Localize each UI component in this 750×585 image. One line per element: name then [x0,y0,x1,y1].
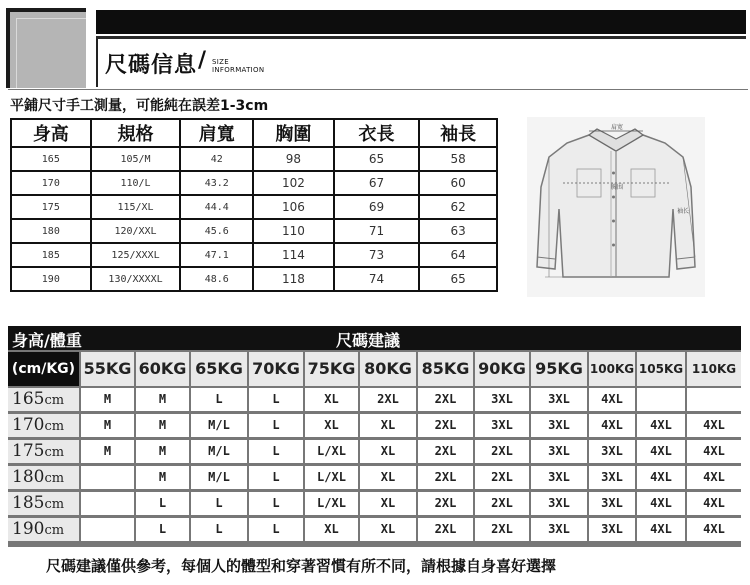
cell-sleeve: 58 [419,147,497,171]
size-cell: 2XL [475,518,529,541]
size-cell: L [249,492,303,515]
size-cell: L [136,492,189,515]
shirt-diagram [527,117,705,297]
header-length: 衣長 [334,119,420,147]
size-cell: M/L [191,414,247,437]
label-shoulder: 肩宽 [611,124,624,131]
size-cell: M [136,440,189,463]
size-cell: 3XL [589,440,635,463]
size-cell: 3XL [589,492,635,515]
size-cell: L/XL [305,492,358,515]
header-decor-square [6,8,86,88]
recommendation-header [8,326,741,350]
size-cell: 2XL [475,440,529,463]
unit-label: (cm/KG) [8,352,79,386]
size-cell: L/XL [305,440,358,463]
weight-header: 60KG [136,352,189,386]
page-title: 尺碼信息 [105,53,198,78]
weight-header: 105KG [637,352,685,386]
cell-height: 175 [11,195,91,219]
cell-shoulder: 43.2 [180,171,253,195]
size-cell: 2XL [418,466,473,489]
row-height [8,414,79,437]
size-cell: 3XL [589,466,635,489]
row-height [8,388,79,411]
size-cell: 4XL [687,492,741,515]
size-cell: XL [305,414,358,437]
size-row [8,492,741,515]
cell-spec: 110/L [91,171,181,195]
size-cell [81,466,134,489]
measurement-header-row [11,119,497,147]
size-cell: 2XL [418,492,473,515]
size-row [8,440,741,463]
cell-sleeve: 63 [419,219,497,243]
size-cell [81,492,134,515]
size-cell: M [81,440,134,463]
size-cell: 2XL [418,440,473,463]
weight-header: 85KG [418,352,473,386]
weight-header: 70KG [249,352,303,386]
weight-header: 80KG [360,352,416,386]
size-cell: L [249,388,303,411]
subtitle-line-2: INFORMATION [212,66,265,74]
size-cell: 4XL [589,414,635,437]
size-cell: 3XL [475,388,529,411]
measurement-note: 平鋪尺寸手工測量，可能純在誤差1-3cm [10,98,269,114]
cell-length: 67 [334,171,420,195]
row-height [8,440,79,463]
cell-chest: 102 [253,171,334,195]
size-cell: M [81,414,134,437]
size-cell: XL [360,492,416,515]
size-cell: M [81,388,134,411]
cell-chest: 114 [253,243,334,267]
height-value: 190 [12,519,45,539]
size-cell: XL [305,388,358,411]
size-cell: L [249,518,303,541]
cell-chest: 106 [253,195,334,219]
size-cell [637,388,685,411]
row-height [8,518,79,541]
size-recommendation-title: 尺碼建議 [336,331,401,350]
cell-length: 71 [334,219,420,243]
weight-header: 55KG [81,352,134,386]
height-unit: cm [44,445,65,460]
height-unit: cm [44,523,65,538]
cell-sleeve: 60 [419,171,497,195]
size-cell: M/L [191,440,247,463]
cell-shoulder: 45.6 [180,219,253,243]
size-cell: 4XL [637,414,685,437]
cell-shoulder: 47.1 [180,243,253,267]
cell-sleeve: 65 [419,267,497,291]
size-cell: 4XL [637,518,685,541]
header-divider [96,39,98,87]
size-cell: 2XL [418,414,473,437]
cell-spec: 115/XL [91,195,181,219]
size-cell: 2XL [475,466,529,489]
size-row [8,388,741,411]
weight-header: 110KG [687,352,741,386]
title-slash: / [198,48,207,73]
height-unit: cm [44,393,65,408]
height-value: 180 [12,467,45,487]
measurement-table [10,118,498,292]
header-shoulder: 肩寬 [180,119,253,147]
size-cell: L [191,388,247,411]
size-cell: L [191,518,247,541]
size-cell: 3XL [531,518,587,541]
cell-chest: 118 [253,267,334,291]
size-cell: L [249,414,303,437]
size-cell: L [249,466,303,489]
size-cell: 3XL [531,388,587,411]
weight-header: 65KG [191,352,247,386]
header-sleeve: 袖長 [419,119,497,147]
size-cell: L [136,518,189,541]
size-cell: M [136,414,189,437]
cell-height: 165 [11,147,91,171]
size-cell [687,388,741,411]
size-cell: XL [360,518,416,541]
size-cell: 2XL [418,388,473,411]
cell-spec: 130/XXXXL [91,267,181,291]
height-unit: cm [44,419,65,434]
header-bar-line [96,36,746,39]
size-cell: 3XL [531,440,587,463]
size-cell: 4XL [637,440,685,463]
size-cell: 3XL [531,466,587,489]
size-cell: 4XL [589,388,635,411]
size-cell: 3XL [589,518,635,541]
size-cell [81,518,134,541]
label-chest: 胸围 [611,184,624,191]
cell-height: 185 [11,243,91,267]
size-row [8,518,741,541]
measurement-row [11,267,497,291]
cell-spec: 125/XXXL [91,243,181,267]
size-cell: 3XL [475,414,529,437]
size-cell: 4XL [687,518,741,541]
cell-shoulder: 48.6 [180,267,253,291]
size-cell: 4XL [687,440,741,463]
shirt-illustration [527,117,705,297]
cell-sleeve: 62 [419,195,497,219]
size-cell: 3XL [531,414,587,437]
size-cell: 4XL [637,466,685,489]
header-bar [96,10,746,34]
size-cell: L/XL [305,466,358,489]
cell-spec: 120/XXL [91,219,181,243]
size-cell: M [136,466,189,489]
header-rule [8,89,748,90]
size-cell: 2XL [418,518,473,541]
measurement-row [11,243,497,267]
size-row [8,466,741,489]
row-height [8,492,79,515]
size-row [8,414,741,437]
cell-length: 69 [334,195,420,219]
height-value: 175 [12,441,45,461]
cell-length: 65 [334,147,420,171]
cell-height: 180 [11,219,91,243]
size-cell: XL [305,518,358,541]
measurement-table-body [11,147,497,291]
height-weight-title: 身高/體重 [12,331,82,350]
height-unit: cm [44,471,65,486]
measurement-row [11,171,497,195]
cell-length: 74 [334,267,420,291]
cell-spec: 105/M [91,147,181,171]
header-spec: 規格 [91,119,181,147]
cell-shoulder: 42 [180,147,253,171]
cell-height: 190 [11,267,91,291]
size-cell: 4XL [637,492,685,515]
measurement-row [11,147,497,171]
height-value: 165 [12,389,45,409]
size-cell: XL [360,466,416,489]
size-cell: 3XL [531,492,587,515]
cell-shoulder: 44.4 [180,195,253,219]
cell-height: 170 [11,171,91,195]
size-cell: XL [360,440,416,463]
weight-header: 100KG [589,352,635,386]
size-cell: M [136,388,189,411]
size-cell: L [249,440,303,463]
size-cell: 4XL [687,414,741,437]
size-cell: L [191,492,247,515]
header-height: 身高 [11,119,91,147]
cell-length: 73 [334,243,420,267]
size-cell: 4XL [687,466,741,489]
cell-chest: 98 [253,147,334,171]
header-chest: 胸圍 [253,119,334,147]
subtitle-line-1: SIZE [212,58,229,66]
recommendation-table [8,350,741,547]
height-unit: cm [44,497,65,512]
height-value: 170 [12,415,45,435]
page-subtitle [212,58,264,74]
weight-header: 75KG [305,352,358,386]
cell-sleeve: 64 [419,243,497,267]
weight-header: 90KG [475,352,529,386]
weight-header-row [8,352,741,386]
size-cell: M/L [191,466,247,489]
measurement-row [11,195,497,219]
height-value: 185 [12,493,45,513]
size-cell: 2XL [360,388,416,411]
measurement-row [11,219,497,243]
cell-chest: 110 [253,219,334,243]
row-height [8,466,79,489]
weight-header: 95KG [531,352,587,386]
footer-note: 尺碼建議僅供參考，每個人的體型和穿著習慣有所不同，請根據自身喜好選擇 [46,557,557,575]
label-sleeve: 袖长 [677,208,690,215]
size-cell: XL [360,414,416,437]
size-cell: 2XL [475,492,529,515]
